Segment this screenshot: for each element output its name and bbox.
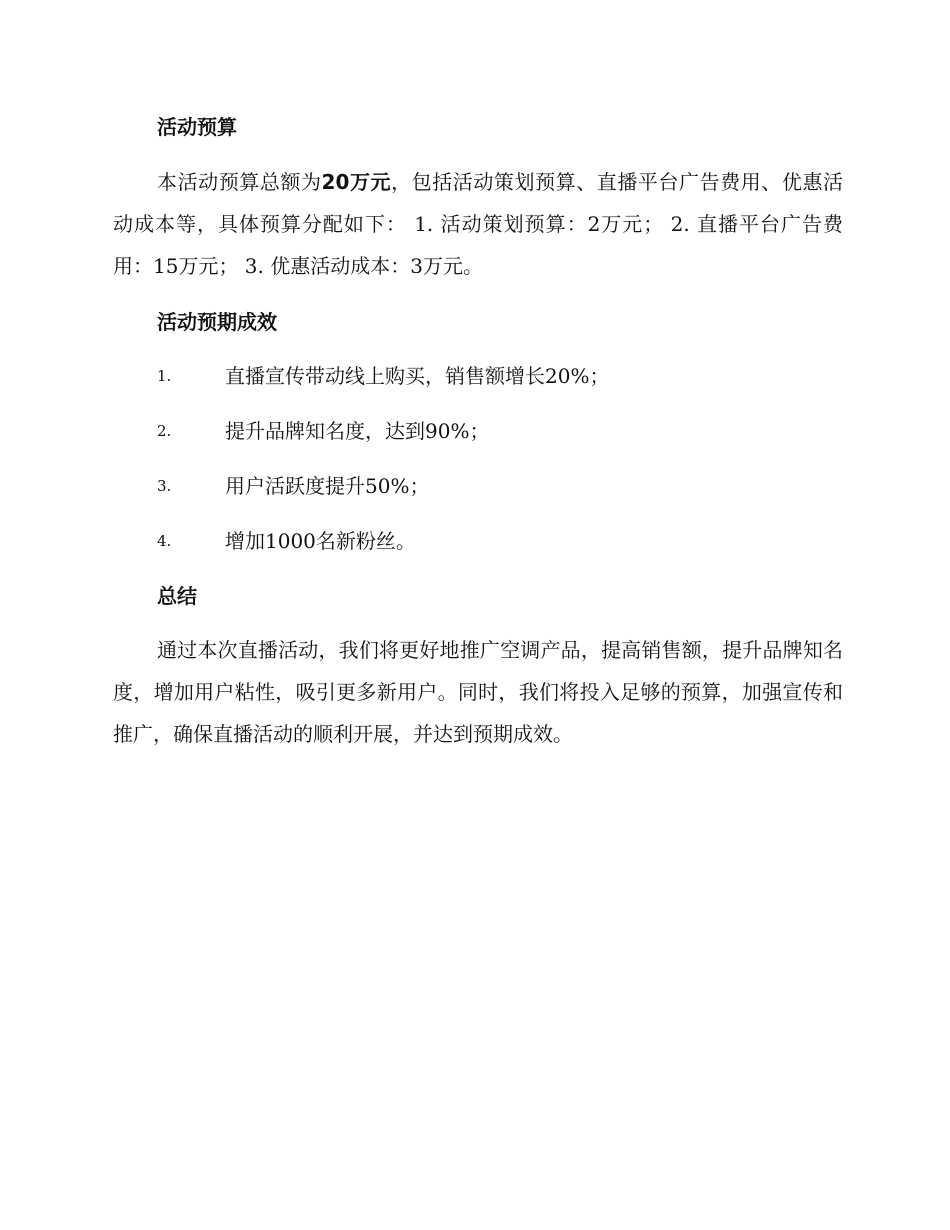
budget-heading: 活动预算 (157, 115, 237, 139)
list-item-number: 2. (157, 422, 172, 440)
results-heading: 活动预期成效 (157, 310, 277, 334)
list-item-text: 用户活跃度提升50%； (225, 474, 430, 498)
budget-total: 20万元 (321, 170, 392, 194)
list-item-text: 直播宣传带动线上购买，销售额增长20%； (225, 364, 610, 388)
summary-paragraph: 通过本次直播活动，我们将更好地推广空调产品，提高销售额，提升品牌知名度，增加用户粘性，吸引更多新用户。同时，我们将投入足够的预算，加强宣传和推广，确保直播活动的顺利开展，并达到预期成效。 (113, 638, 843, 746)
list-item-number: 4. (157, 532, 172, 550)
list-item-number: 3. (157, 477, 172, 495)
budget-paragraph (113, 161, 843, 287)
list-item-number: 1. (157, 367, 172, 385)
budget-text-after: ，包括活动策划预算、直播平台广告费用、优惠活动成本等，具体预算分配如下： 1. 活动策划预算：2万元； 2. 直播平台广告费用：15万元； 3. 优惠活动成本：3万元。 (113, 170, 844, 278)
list-item-text: 增加1000名新粉丝。 (225, 529, 416, 553)
list-item-text: 提升品牌知名度，达到90%； (225, 419, 490, 443)
summary-heading: 总结 (157, 584, 197, 608)
budget-text-before: 本活动预算总额为 (157, 170, 322, 194)
